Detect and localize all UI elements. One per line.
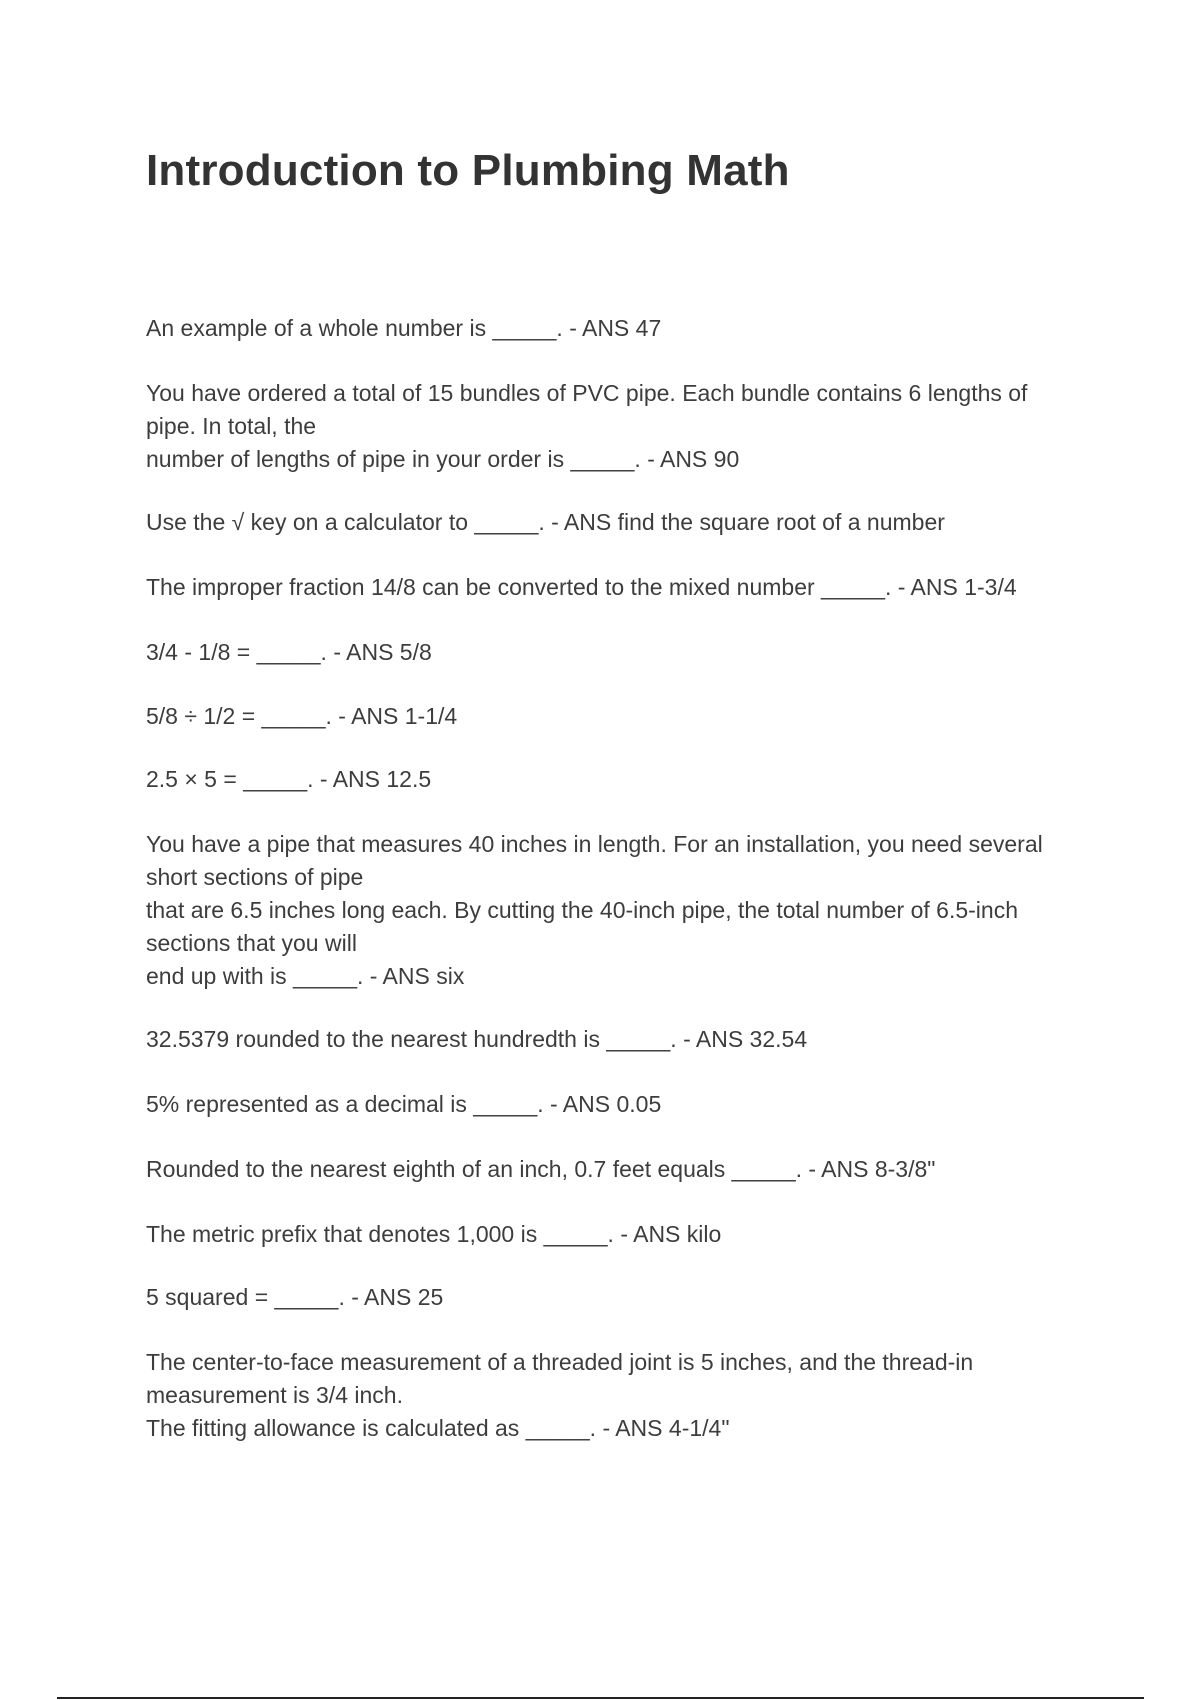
question-text: The center-to-face measurement of a threaded joint is 5 inches, and the thread-in <box>146 1349 974 1375</box>
question-list <box>146 312 1096 1445</box>
page-bottom-rule <box>57 1697 1144 1699</box>
question-9 <box>146 1023 1096 1056</box>
question-text: An example of a whole number is _____. - ANS 47 <box>146 315 662 341</box>
question-text: 5/8 ÷ 1/2 = _____. - ANS 1-1/4 <box>146 703 458 729</box>
question-text: short sections of pipe <box>146 864 364 890</box>
question-text: You have ordered a total of 15 bundles of PVC pipe. Each bundle contains 6 lengths of <box>146 380 1028 406</box>
question-4 <box>146 571 1096 604</box>
question-text: 32.5379 rounded to the nearest hundredth is _____. - ANS 32.54 <box>146 1026 808 1052</box>
question-text: that are 6.5 inches long each. By cutting the 40-inch pipe, the total number of 6.5-inch <box>146 897 1018 923</box>
question-text: 2.5 × 5 = _____. - ANS 12.5 <box>146 766 432 792</box>
question-1 <box>146 312 1096 345</box>
question-text: pipe. In total, the <box>146 413 317 439</box>
question-text: The fitting allowance is calculated as _____. - ANS 4-1/4" <box>146 1415 730 1441</box>
question-text: sections that you will <box>146 930 357 956</box>
question-text: The metric prefix that denotes 1,000 is _____. - ANS kilo <box>146 1221 722 1247</box>
page-title: Introduction to Plumbing Math <box>146 146 790 195</box>
question-text: The improper fraction 14/8 can be converted to the mixed number _____. - ANS 1-3/4 <box>146 574 1017 600</box>
question-10 <box>146 1088 1096 1121</box>
question-3 <box>146 506 1096 539</box>
question-5 <box>146 636 1096 669</box>
question-7 <box>146 763 1096 796</box>
question-text: measurement is 3/4 inch. <box>146 1382 403 1408</box>
question-2 <box>146 377 1096 476</box>
question-text: number of lengths of pipe in your order is _____. - ANS 90 <box>146 446 740 472</box>
question-14 <box>146 1346 1096 1445</box>
question-12 <box>146 1218 1096 1251</box>
question-13 <box>146 1281 1096 1314</box>
question-text: 5% represented as a decimal is _____. - ANS 0.05 <box>146 1091 662 1117</box>
question-8 <box>146 828 1096 993</box>
question-6 <box>146 700 1096 733</box>
question-11 <box>146 1153 1096 1186</box>
question-text: 3/4 - 1/8 = _____. - ANS 5/8 <box>146 639 432 665</box>
question-text: You have a pipe that measures 40 inches in length. For an installation, you need several <box>146 831 1043 857</box>
question-text: Rounded to the nearest eighth of an inch, 0.7 feet equals _____. - ANS 8-3/8" <box>146 1156 936 1182</box>
question-text: 5 squared = _____. - ANS 25 <box>146 1284 444 1310</box>
question-text: end up with is _____. - ANS six <box>146 963 465 989</box>
question-text: Use the √ key on a calculator to _____. - ANS find the square root of a number <box>146 509 945 535</box>
